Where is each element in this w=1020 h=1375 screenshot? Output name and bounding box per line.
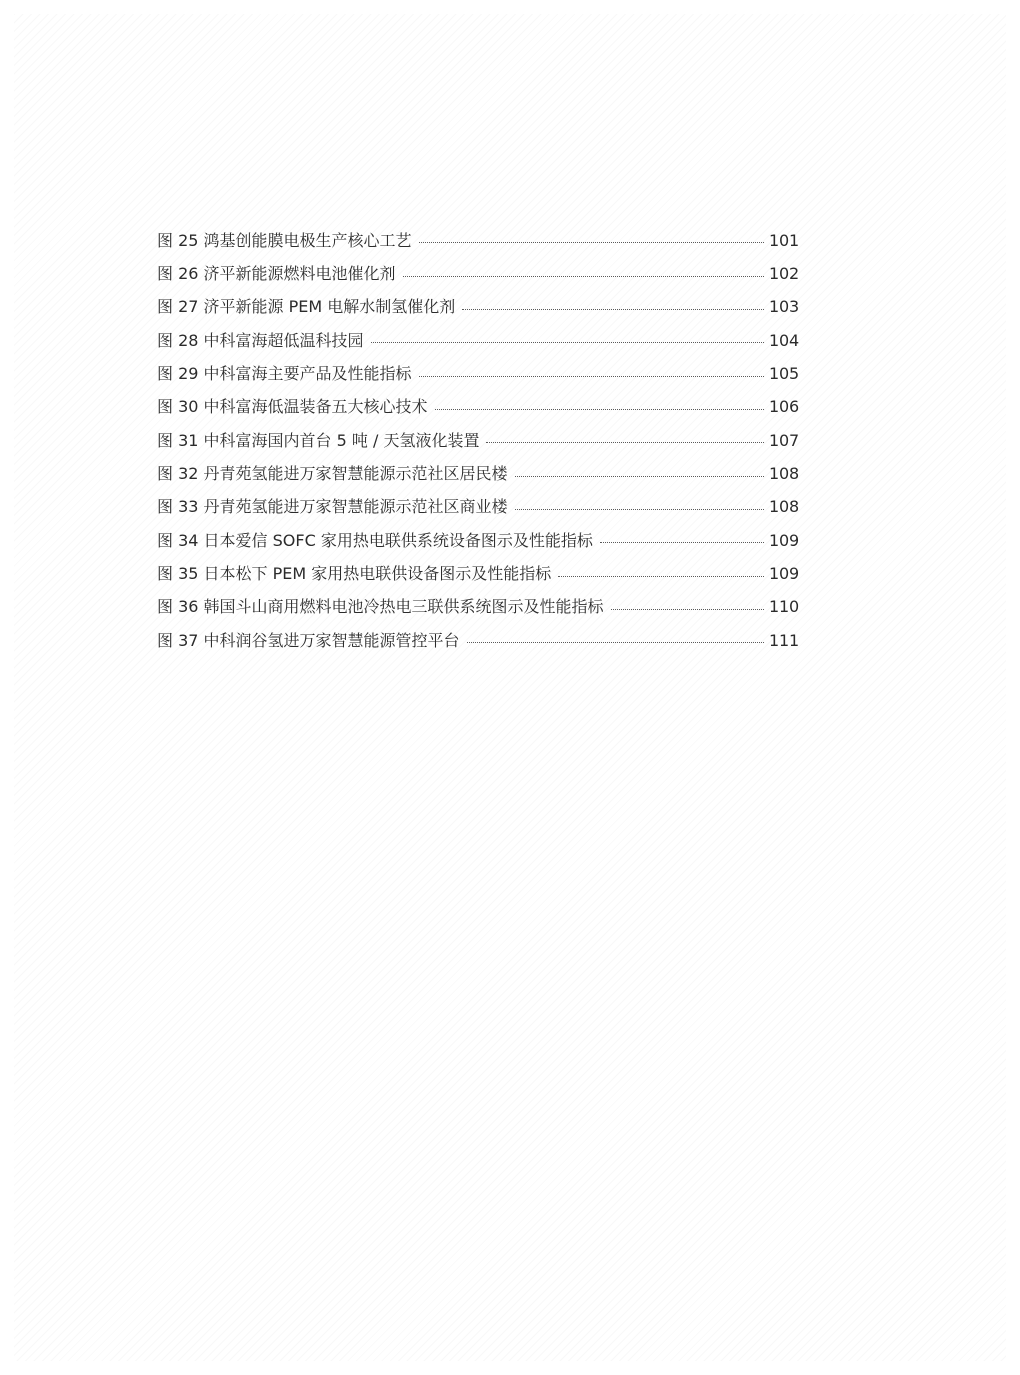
page-sheet — [14, 14, 1006, 1361]
toc-entry-page: 102 — [769, 264, 799, 284]
toc-entry[interactable] — [157, 624, 799, 657]
toc-entry-page: 107 — [769, 430, 799, 450]
toc-entry-label: 图 36 韩国斗山商用燃料电池冷热电三联供系统图示及性能指标 — [157, 597, 604, 617]
dot-leader — [486, 442, 764, 443]
toc-entry[interactable] — [157, 557, 799, 590]
toc-entry-page: 106 — [769, 397, 799, 417]
toc-entry[interactable] — [157, 357, 799, 390]
toc-entry-page: 108 — [769, 464, 799, 484]
toc-entry-page: 108 — [769, 497, 799, 517]
toc-entry[interactable] — [157, 457, 799, 490]
toc-entry-page: 104 — [769, 330, 799, 350]
dot-leader — [419, 376, 765, 377]
toc-entry[interactable] — [157, 257, 799, 290]
toc-entry-label: 图 35 日本松下 PEM 家用热电联供设备图示及性能指标 — [157, 564, 552, 584]
toc-entry[interactable] — [157, 491, 799, 524]
toc-entry-label: 图 31 中科富海国内首台 5 吨 / 天氢液化装置 — [157, 430, 480, 450]
figure-list — [157, 224, 799, 657]
dot-leader — [371, 342, 765, 343]
toc-entry[interactable] — [157, 424, 799, 457]
dot-leader — [467, 642, 765, 643]
dot-leader — [515, 509, 765, 510]
toc-entry[interactable] — [157, 591, 799, 624]
dot-leader — [403, 276, 765, 277]
toc-entry-label: 图 29 中科富海主要产品及性能指标 — [157, 364, 412, 384]
toc-entry-label: 图 37 中科润谷氢进万家智慧能源管控平台 — [157, 630, 460, 650]
toc-entry-page: 105 — [769, 364, 799, 384]
toc-entry[interactable] — [157, 391, 799, 424]
toc-entry[interactable] — [157, 224, 799, 257]
toc-entry[interactable] — [157, 524, 799, 557]
toc-entry-page: 111 — [769, 630, 799, 650]
toc-entry-page: 109 — [769, 530, 799, 550]
toc-entry-page: 103 — [769, 297, 799, 317]
dot-leader — [558, 576, 764, 577]
toc-entry-label: 图 32 丹青苑氢能进万家智慧能源示范社区居民楼 — [157, 464, 508, 484]
toc-entry-label: 图 33 丹青苑氢能进万家智慧能源示范社区商业楼 — [157, 497, 508, 517]
toc-entry[interactable] — [157, 291, 799, 324]
dot-leader — [419, 242, 765, 243]
toc-entry-label: 图 26 济平新能源燃料电池催化剂 — [157, 264, 396, 284]
toc-entry-label: 图 34 日本爱信 SOFC 家用热电联供系统设备图示及性能指标 — [157, 530, 593, 550]
toc-entry-page: 109 — [769, 564, 799, 584]
toc-entry-label: 图 30 中科富海低温装备五大核心技术 — [157, 397, 428, 417]
toc-entry-label: 图 28 中科富海超低温科技园 — [157, 330, 364, 350]
toc-entry-page: 110 — [769, 597, 799, 617]
dot-leader — [600, 542, 764, 543]
dot-leader — [435, 409, 765, 410]
toc-entry-page: 101 — [769, 230, 799, 250]
toc-entry-label: 图 25 鸿基创能膜电极生产核心工艺 — [157, 230, 412, 250]
dot-leader — [462, 309, 764, 310]
dot-leader — [611, 609, 765, 610]
toc-entry[interactable] — [157, 324, 799, 357]
dot-leader — [515, 476, 765, 477]
toc-entry-label: 图 27 济平新能源 PEM 电解水制氢催化剂 — [157, 297, 456, 317]
